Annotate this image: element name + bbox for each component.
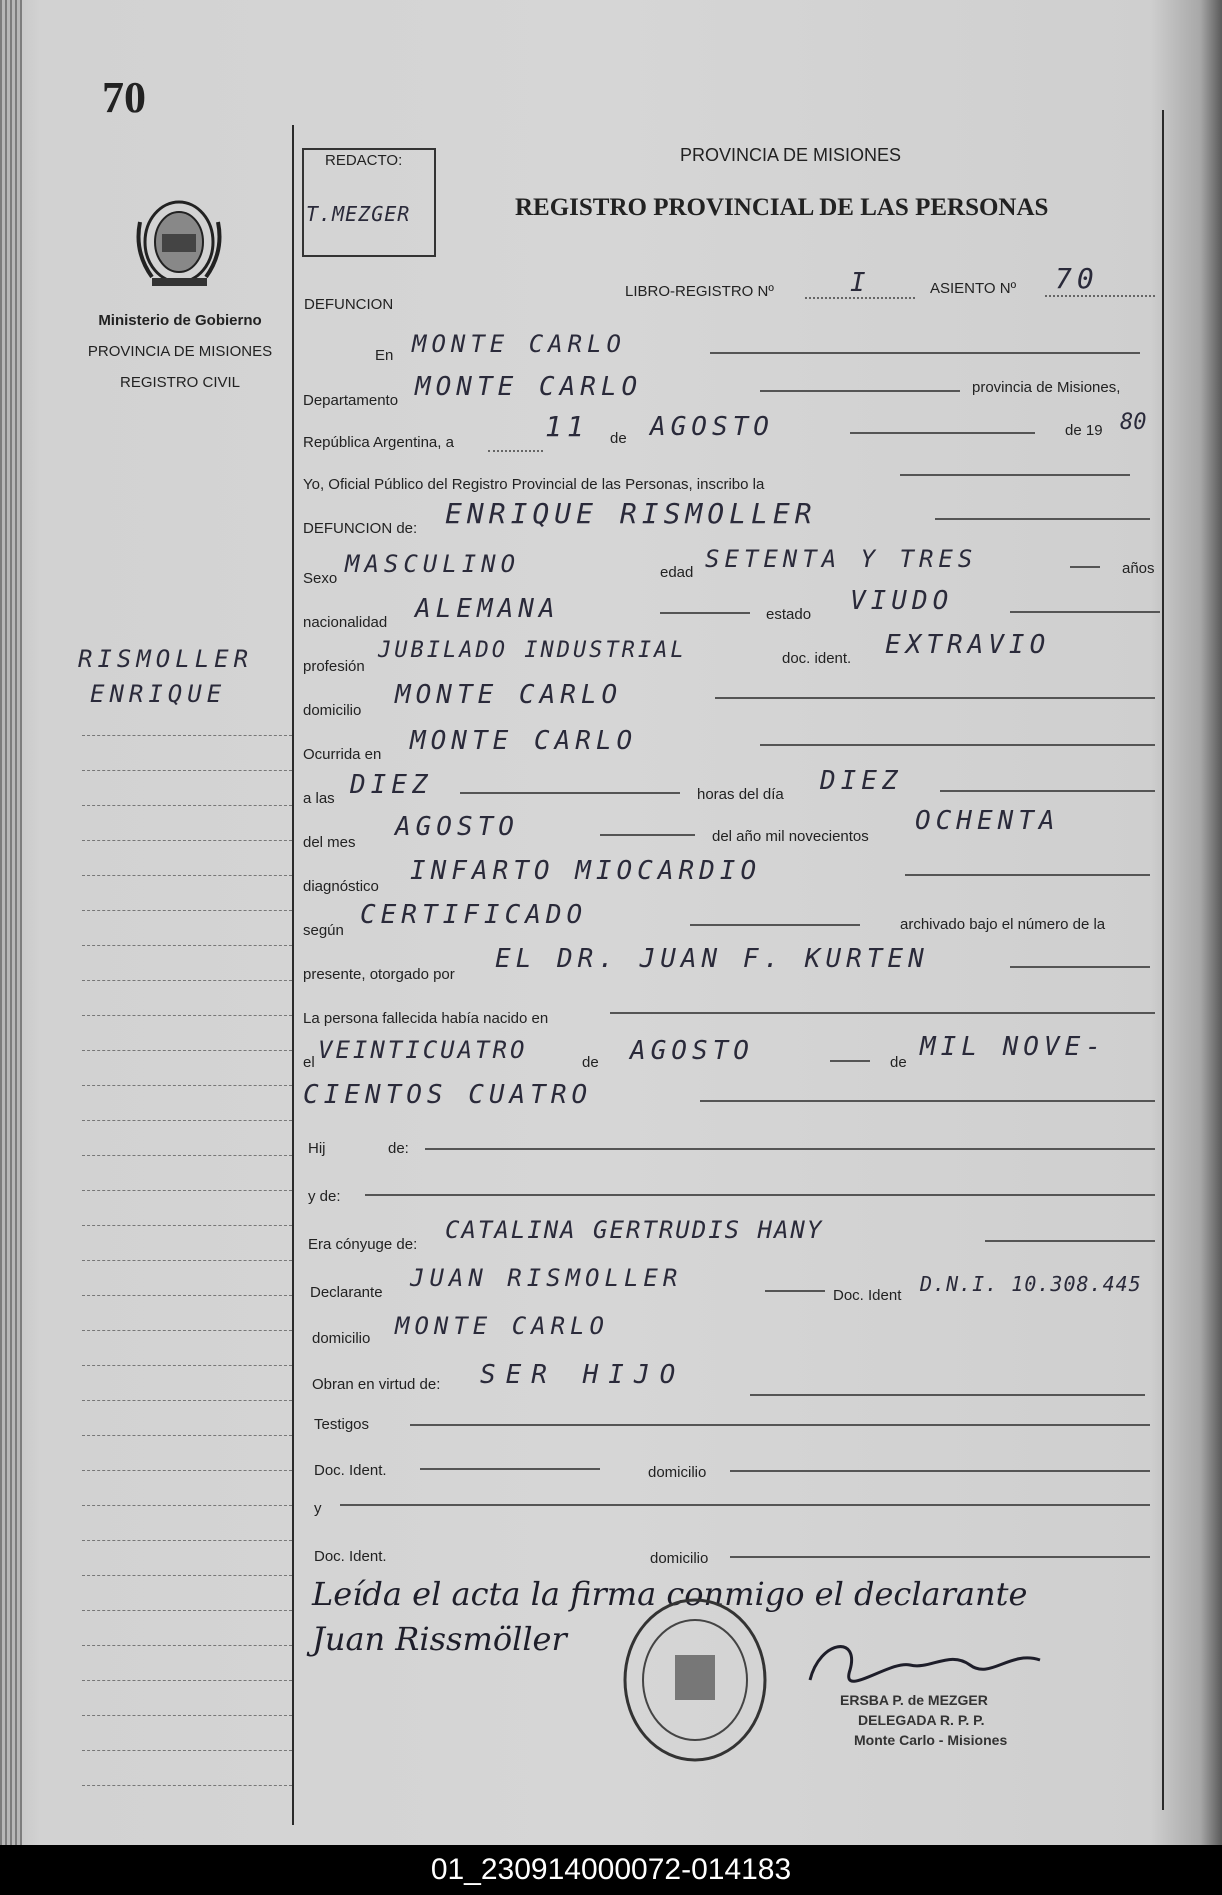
doc-value: EXTRAVIO — [885, 630, 1051, 660]
diag-value: INFARTO MIOCARDIO — [410, 856, 762, 886]
en-value: MONTE CARLO — [412, 330, 626, 358]
horas-label: horas del día — [697, 786, 784, 803]
libro-value: I — [850, 268, 871, 298]
prov-label: provincia de Misiones, — [972, 379, 1121, 396]
alas-value: DIEZ — [350, 770, 433, 800]
dom-value: MONTE CARLO — [395, 680, 623, 710]
registry-title: REGISTRO PROVINCIAL DE LAS PERSONAS — [515, 194, 1049, 221]
anio-label: del año mil novecientos — [712, 828, 869, 845]
yo-text: Yo, Oficial Público del Registro Provincial de las Personas, inscribo la — [303, 476, 765, 493]
month-value: AGOSTO — [650, 412, 774, 442]
segun-value: CERTIFICADO — [360, 900, 588, 930]
nac-day-value: VEINTICUATRO — [318, 1036, 528, 1064]
nacido-label: La persona fallecida había nacido en — [303, 1010, 549, 1027]
conyuge-value: CATALINA GERTRUDIS HANY — [445, 1216, 824, 1244]
conyuge-label: Era cónyuge de: — [308, 1236, 418, 1253]
anos-label: años — [1122, 560, 1155, 577]
decl-dom-value: MONTE CARLO — [395, 1312, 609, 1340]
estado-label: estado — [766, 606, 812, 623]
de-label: de — [610, 430, 627, 447]
pres-value: EL DR. JUAN F. KURTEN — [495, 944, 929, 974]
margin-firstname: ENRIQUE — [90, 680, 227, 708]
sexo-value: MASCULINO — [345, 550, 521, 578]
redacto-label: REDACTO: — [325, 152, 403, 169]
asiento-value: 70 — [1055, 262, 1099, 295]
obran-value: SER HIJO — [480, 1360, 686, 1390]
edad-value: SETENTA Y TRES — [705, 545, 978, 573]
estado-value: VIUDO — [850, 586, 954, 616]
dom-label: domicilio — [303, 702, 362, 719]
ocu-label: Ocurrida en — [303, 746, 382, 763]
declarant-signature: Juan Rissmöller — [312, 1620, 567, 1658]
year-label: de 19 — [1065, 422, 1103, 439]
decl-label: Declarante — [310, 1284, 383, 1301]
delegate-stamp — [840, 1690, 1007, 1750]
anio-value: OCHENTA — [915, 806, 1060, 836]
arch-label: archivado bajo el número de la — [900, 916, 1106, 933]
pres-label: presente, otorgado por — [303, 966, 455, 983]
year-value: 80 — [1120, 410, 1147, 435]
dep-label: Departamento — [303, 392, 399, 409]
ministry-line1: Ministerio de Gobierno — [98, 312, 262, 329]
coat-of-arms-icon — [132, 192, 227, 297]
rep-label: República Argentina, a — [303, 434, 454, 451]
right-rule — [1162, 110, 1164, 1810]
nac-year1-value: MIL NOVE- — [920, 1032, 1106, 1062]
diag-label: diagnóstico — [303, 878, 379, 895]
doc-label: doc. ident. — [782, 650, 852, 667]
def-value: ENRIQUE RISMOLLER — [445, 497, 817, 530]
sexo-label: Sexo — [303, 570, 338, 587]
book-binding — [0, 0, 22, 1845]
decl-dom-label: domicilio — [312, 1330, 371, 1347]
stamp-line1: ERSBA P. de MEZGER — [840, 1692, 988, 1708]
province-title: PROVINCIA DE MISIONES — [680, 145, 902, 165]
el-label: el — [303, 1054, 315, 1071]
decl-doc-label: Doc. Ident — [833, 1287, 902, 1304]
ministry-line3: REGISTRO CIVIL — [119, 374, 241, 391]
decl-value: JUAN RISMOLLER — [410, 1264, 683, 1292]
testigos-label: Testigos — [314, 1416, 370, 1433]
alas-label: a las — [303, 790, 335, 807]
segun-label: según — [303, 922, 344, 939]
nac-label: nacionalidad — [303, 614, 388, 631]
round-seal-icon — [620, 1595, 770, 1770]
edad-label: edad — [660, 564, 694, 581]
domicilio3-label: domicilio — [650, 1550, 709, 1567]
margin-surname: RISMOLLER — [78, 645, 254, 673]
nac-month-value: AGOSTO — [630, 1036, 754, 1066]
closing-text: Leída el acta la firma conmigo el declarante — [312, 1575, 1028, 1613]
ministry-block — [70, 305, 290, 398]
dia-value: DIEZ — [820, 766, 903, 796]
asiento-label: ASIENTO Nº — [930, 280, 1017, 297]
nac-year2-value: CIENTOS CUATRO — [303, 1080, 593, 1110]
obran-label: Obran en virtud de: — [312, 1376, 441, 1393]
hij-label: Hij — [308, 1140, 326, 1157]
nac-value: ALEMANA — [415, 594, 560, 624]
mes-label: del mes — [303, 834, 356, 851]
prof-value: JUBILADO INDUSTRIAL — [378, 638, 687, 663]
redacto-value: T.MEZGER — [306, 202, 411, 226]
docident-label: Doc. Ident. — [314, 1462, 387, 1479]
mes-value: AGOSTO — [395, 812, 519, 842]
dep-value: MONTE CARLO — [415, 372, 643, 402]
page-number: 70 — [102, 73, 146, 122]
stamp-line2: DELEGADA R. P. P. — [858, 1712, 985, 1728]
decl-doc-value: D.N.I. 10.308.445 — [920, 1272, 1142, 1296]
stamp-line3: Monte Carlo - Misiones — [854, 1732, 1008, 1748]
domicilio2-label: domicilio — [648, 1464, 707, 1481]
left-rule — [292, 125, 294, 1825]
hij-de-label: de: — [388, 1140, 409, 1157]
nac-de2-label: de — [890, 1054, 907, 1071]
prof-label: profesión — [303, 658, 365, 675]
ocu-value: MONTE CARLO — [410, 726, 638, 756]
yde-label: y de: — [308, 1188, 341, 1205]
day-value: 11 — [545, 410, 589, 443]
libro-label: LIBRO-REGISTRO Nº — [625, 283, 774, 300]
ministry-line2: PROVINCIA DE MISIONES — [87, 343, 273, 360]
act-type: DEFUNCION — [304, 296, 394, 313]
en-label: En — [375, 347, 394, 364]
def-label: DEFUNCION de: — [303, 520, 418, 537]
docident2-label: Doc. Ident. — [314, 1548, 387, 1565]
footer-id: 01_230914000072-014183 — [0, 1845, 1222, 1895]
y-label: y — [314, 1500, 322, 1517]
nac-de1-label: de — [582, 1054, 599, 1071]
